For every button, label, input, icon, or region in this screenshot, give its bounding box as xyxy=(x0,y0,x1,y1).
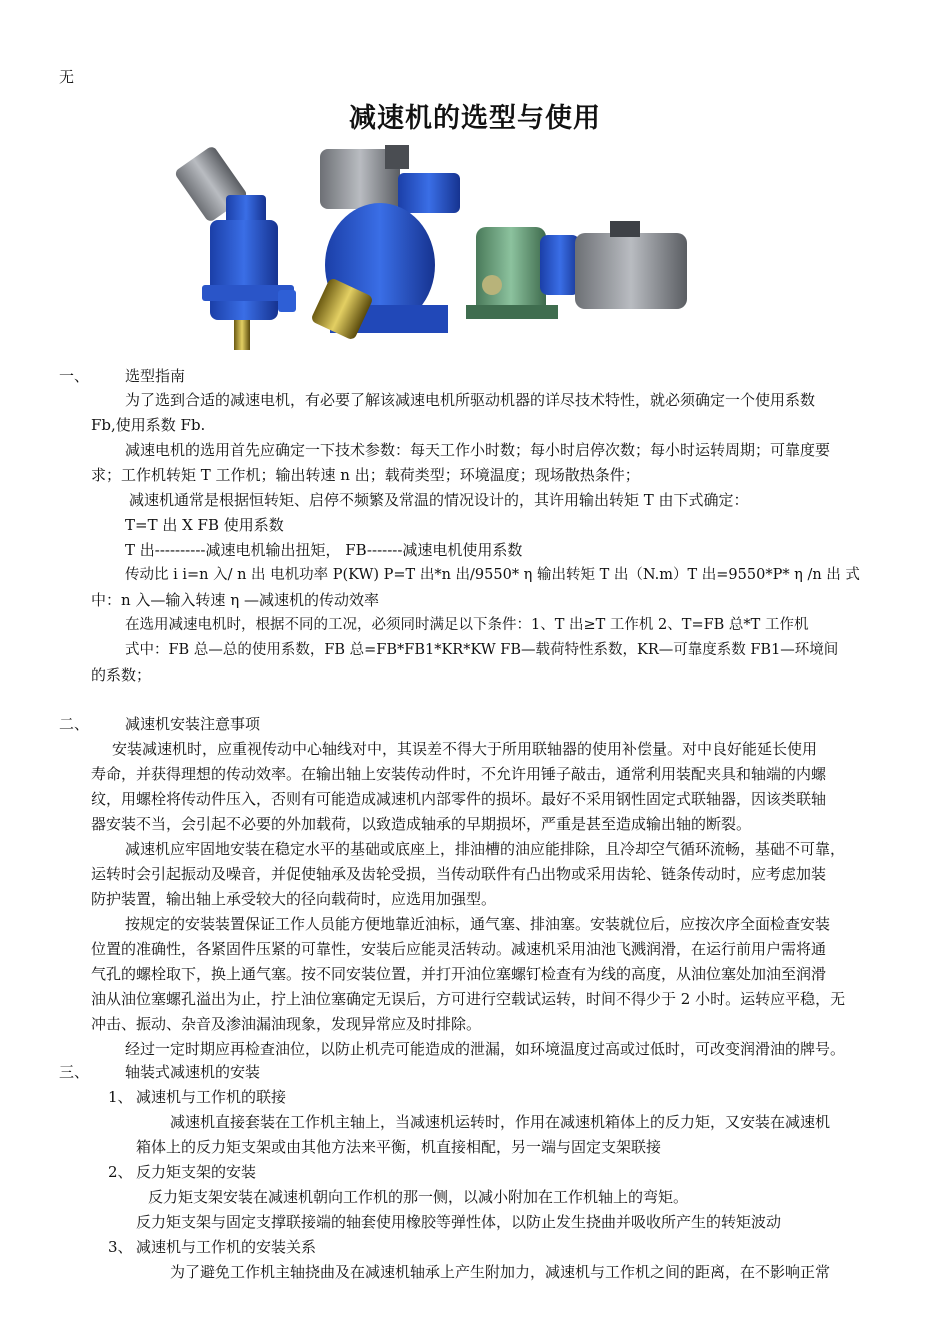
paragraph-line: 防护装置，输出轴上承受较大的径向载荷时，应选用加强型。 xyxy=(91,890,497,908)
paragraph-line: 减速电机的选用首先应确定一下技术参数：每天工作小时数；每小时启停次数；每小时运转周期；可靠度要 xyxy=(125,441,831,459)
subsection-2-number: 2、 xyxy=(108,1163,133,1181)
formula-line: T=T 出 X FB 使用系数 xyxy=(125,516,284,534)
paragraph-line: 减速机直接套装在工作机主轴上，当减速机运转时，作用在减速机箱体上的反力矩，又安装在减速机 xyxy=(170,1113,831,1131)
section-2-number: 二、 xyxy=(59,715,90,733)
paragraph-line: 经过一定时期应再检查油位，以防止机壳可能造成的泄漏，如环境温度过高或过低时，可改变润滑油的牌号。 xyxy=(125,1040,846,1058)
formula-line: 传动比 i i=n 入/ n 出 电机功率 P(KW) P=T 出*n 出/9550* η 输出转矩 T 出（N.m）T 出=9550*P* η /n 出 式 xyxy=(125,567,860,583)
paragraph-line: 求；工作机转矩 T 工作机；输出转速 n 出；载荷类型；环境温度；现场散热条件； xyxy=(91,466,640,484)
paragraph-line: 位置的准确性，各紧固件压紧的可靠性，安装后应能灵活转动。减速机采用油池飞溅润滑，在运行前用户需将通 xyxy=(91,940,827,958)
subsection-3-number: 3、 xyxy=(108,1238,133,1256)
paragraph-line: 为了避免工作机主轴挠曲及在减速机轴承上产生附加力，减速机与工作机之间的距离，在不影响正常 xyxy=(170,1263,831,1281)
paragraph-line: 寿命，并获得理想的传动效率。在输出轴上安装传动件时，不允许用锤子敲击，通常利用装配夹具和轴端的内螺 xyxy=(91,765,827,783)
paragraph-line: 式中：FB 总—总的使用系数，FB 总=FB*FB1*KR*KW FB—载荷特性系数，KR—可靠度系数 FB1—环境间 xyxy=(125,642,839,658)
paragraph-line: 减速机通常是根据恒转矩、启停不频繁及常温的情况设计的，其许用输出转矩 T 由下式确定： xyxy=(129,491,749,509)
paragraph-line: 器安装不当，会引起不必要的外加载荷，以致造成轴承的早期损坏，严重是甚至造成输出轴的断裂。 xyxy=(91,815,752,833)
reducer-product-figure xyxy=(170,135,710,360)
worm-reducer-image xyxy=(466,221,687,319)
subsection-1-heading: 减速机与工作机的联接 xyxy=(136,1088,287,1106)
paragraph-line: 气孔的螺栓取下，换上通气塞。按不同安装位置，并打开油位塞螺钉检查有为线的高度，从油位塞处加油至润滑 xyxy=(91,965,827,983)
page-title: 减速机的选型与使用 xyxy=(349,103,601,134)
subsection-2-heading: 反力矩支架的安装 xyxy=(136,1163,257,1181)
formula-line: T 出----------减速电机输出扭矩， FB-------减速电机使用系数 xyxy=(125,541,523,559)
paragraph-line: Fb,使用系数 Fb. xyxy=(91,416,206,434)
cycloid-reducer-image xyxy=(310,145,460,341)
paragraph-line: 反力矩支架安装在减速机朝向工作机的那一侧，以减小附加在工作机轴上的弯矩。 xyxy=(148,1188,689,1206)
header-mark: 无 xyxy=(59,68,75,86)
section-3-number: 三、 xyxy=(59,1063,90,1081)
paragraph-line: 按规定的安装装置保证工作人员能方便地靠近油标，通气塞、排油塞。安装就位后，应按次序全面检查安装 xyxy=(125,915,831,933)
paragraph-line: 油从油位塞螺孔溢出为止，拧上油位塞确定无误后，方可进行空载试运转，时间不得少于 2 小时。运转应平稳，无 xyxy=(91,990,846,1008)
section-2-heading: 减速机安装注意事项 xyxy=(125,715,261,733)
paragraph-line: 纹，用螺栓将传动件压入，否则有可能造成减速机内部零件的损坏。最好不采用钢性固定式联轴器，因该类联轴 xyxy=(91,790,827,808)
section-1-heading: 选型指南 xyxy=(125,367,186,385)
paragraph-line: 箱体上的反力矩支架或由其他方法来平衡，机直接相配，另一端与固定支架联接 xyxy=(136,1138,662,1156)
paragraph-line: 减速机应牢固地安装在稳定水平的基础或底座上，排油槽的油应能排除，且冷却空气循环流畅，基础不可靠， xyxy=(125,840,846,858)
paragraph-line: 安装减速机时，应重视传动中心轴线对中，其误差不得大于所用联轴器的使用补偿量。对中良好能延长使用 xyxy=(112,740,818,758)
paragraph-line: 反力矩支架与固定支撑联接端的轴套使用橡胶等弹性体，以防止发生挠曲并吸收所产生的转矩波动 xyxy=(136,1213,782,1231)
formula-line: 中：n 入—输入转速 η —减速机的传动效率 xyxy=(91,591,379,609)
subsection-1-number: 1、 xyxy=(108,1088,133,1106)
paragraph-line: 为了选到合适的减速电机，有必要了解该减速电机所驱动机器的详尽技术特性，就必须确定一个使用系数 xyxy=(125,391,816,409)
subsection-3-heading: 减速机与工作机的安装关系 xyxy=(136,1238,317,1256)
paragraph-line: 运转时会引起振动及噪音，并促使轴承及齿轮受损，当传动联件有凸出物或采用齿轮、链条传动时，应考虑加装 xyxy=(91,865,827,883)
section-3-heading: 轴装式减速机的安装 xyxy=(125,1063,261,1081)
paragraph-line: 在选用减速电机时，根据不同的工况，必须同时满足以下条件：1、T 出≥T 工作机 2、T=FB 总*T 工作机 xyxy=(125,617,809,633)
paragraph-line: 的系数； xyxy=(91,666,152,684)
section-1-number: 一、 xyxy=(59,367,90,385)
paragraph-line: 冲击、振动、杂音及渗油漏油现象，发现异常应及时排除。 xyxy=(91,1015,482,1033)
planetary-reducer-image xyxy=(174,145,296,350)
